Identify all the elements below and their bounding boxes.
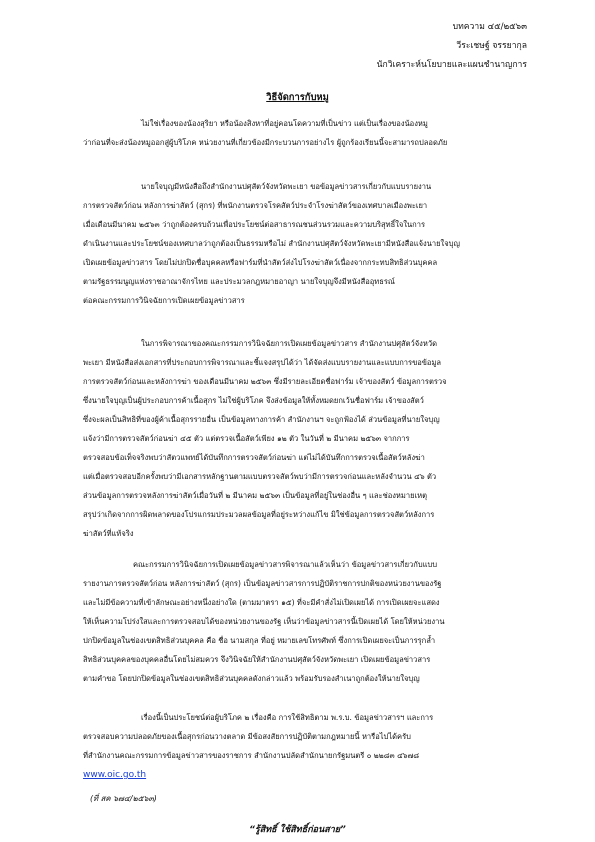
paragraph-line: สรุปว่าเกิดจากการผิดพลาดของโปรแกรมประมวลผลข้อมูลที่อยู่ระหว่างแก้ไข มิใช่ข้อมูลการตรวจสัตว์หลังการ [83,510,435,519]
paragraph-line: ส่วนข้อมูลการตรวจหลังการฆ่าสัตว์เมื่อวันที่ ๒ มีนาคม ๒๕๖๓ เป็นข้อมูลที่อยู่ในช่องอื่น ๆ และช่องหมายเหตุ [83,491,427,500]
paragraph-line: สิทธิส่วนบุคคลของบุคคลอื่นโดยไม่สมควร จึงวินิจฉัยให้สำนักงานปศุสัตว์จังหวัดพะเยา เปิดเผยข้อมูลข่าวสาร [83,655,431,664]
paragraph-line: เมื่อเดือนมีนาคม ๒๕๖๓ ว่าถูกต้องครบถ้วนเพื่อประโยชน์ต่อสาธารณชนส่วนรวมและความบริสุทธิ์ใจในการ [83,220,426,229]
paragraph-line: ตรวจสอบข้อเท็จจริงพบว่าสัตวแพทย์ได้บันทึกการตรวจสัตว์ก่อนฆ่า แต่ไม่ได้บันทึกการตรวจเนื้อสัตว์หลังฆ่า [83,453,425,462]
paragraph-line: การตรวจสัตว์ก่อนและหลังการฆ่า ของเดือนมีนาคม ๒๕๖๓ ซึ่งมีรายละเอียดชื่อฟาร์ม เจ้าของสัตว์ ข้อมูลการตรวจ [83,377,447,386]
article-number: บทความ ๔๕/๒๕๖๓ [452,22,527,32]
reference-number: (ที่ สค ๖๗๔/๒๕๖๓) [90,794,157,803]
paragraph-line: ไม่ใช่เรื่องของน้องสุริยา หรือน้องสิงหาที่อยู่คอนโดความที่เป็นข่าว แต่เป็นเรื่องของน้องหมู [141,119,428,128]
paragraph-line: ให้เห็นความโปร่งใสและการตรวจสอบได้ของหน่วยงานของรัฐ เห็นว่าข้อมูลข่าวสารนี้เปิดเผยได้ โดยให้หน่วยงาน [83,617,445,626]
document-title: วิธีจัดการกับหมู [266,92,329,103]
paragraph-line: พะเยา มีหนังสือส่งเอกสารที่ประกอบการพิจารณาและชี้แจงสรุปได้ว่า ได้จัดส่งแบบรายงานและแบบการขอข้อมูล [83,358,442,367]
author-position: นักวิเคราะห์นโยบายและแผนชำนาญการ [376,60,527,70]
paragraph-line: ตรวจสอบความปลอดภัยของเนื้อสุกรก่อนวางตลาด มีข้อสงสัยการปฏิบัติตามกฎหมายนี้ หารือไปได้ครับ [83,732,411,741]
paragraph-line: ฆ่าสัตว์ที่แท้จริง [83,529,134,538]
paragraph-2 [83,177,535,310]
paragraph-line: นายใจบุญมีหนังสือถึงสำนักงานปศุสัตว์จังหวัดพะเยา ขอข้อมูลข่าวสารเกี่ยวกับแบบรายงาน [141,182,432,191]
paragraph-line: ต่อคณะกรรมการวินิจฉัยการเปิดเผยข้อมูลข่าวสาร [83,296,245,305]
paragraph-4 [83,555,535,688]
paragraph-line: ซึ่งนายใจบุญเป็นผู้ประกอบการค้าเนื้อสุกร ไม่ใช่ผู้บริโภค จึงส่งข้อมูลให้ทั้งหมดยกเว้นชื่อฟาร์ม เจ้าของสัตว์ [83,396,424,405]
paragraph-line: การตรวจสัตว์ก่อน หลังการฆ่าสัตว์ (สุกร) ที่พนักงานตรวจโรคสัตว์ประจำโรงฆ่าสัตว์ของเทศบาลเมืองพะเยา [83,201,428,210]
paragraph-line: ว่าก่อนที่จะส่งน้องหมูออกสู่ผู้บริโภค หน่วยงานที่เกี่ยวข้องมีกระบวนการอย่างไร ผู้ถูกร้องเรียนนี้จะสามารถปลอดภัย [83,138,448,147]
paragraph-line: รายงานการตรวจสัตว์ก่อน หลังการฆ่าสัตว์ (สุกร) เป็นข้อมูลข่าวสารการปฏิบัติราชการปกติของหน่วยงานของรัฐ [83,579,442,588]
paragraph-line: เปิดเผยข้อมูลข่าวสาร โดยไม่ปกปิดชื่อบุคคลหรือฟาร์มที่นำสัตว์ส่งไปโรงฆ่าสัตว์เนื่องจากกระทบสิทธิส่วนบุคคล [83,258,438,267]
website-link[interactable]: www.oic.go.th [83,770,147,780]
paragraph-line: แต่เมื่อตรวจสอบอีกครั้งพบว่ามีเอกสารหลักฐานตามแบบตรวจสัตว์พบว่ามีการตรวจก่อนและหลังจำนวน ๔๖ ตัว [83,472,437,481]
closing-slogan: “รู้สิทธิ์ ใช้สิทธิ์ก่อนสาย” [249,825,346,835]
paragraph-line: และไม่มีข้อความที่เข้าลักษณะอย่างหนึ่งอย่างใด (ตามมาตรา ๑๕) ที่จะมีคำสั่งไม่เปิดเผยได้ การเปิดเผยจะแสดง [83,598,440,607]
paragraph-line: ซึ่งจะผลเป็นสิทธิที่ของผู้ค้าเนื้อสุกรรายอื่น เป็นข้อมูลทางการค้า สำนักงานฯ จะถูกฟ้องได้ ส่วนข้อมูลที่นายใจบุญ [83,415,440,424]
paragraph-3 [83,334,535,543]
paragraph-5 [83,708,535,765]
paragraph-line: เรื่องนี้เป็นประโยชน์ต่อผู้บริโภค ๒ เรื่องคือ การใช้สิทธิตาม พ.ร.บ. ข้อมูลข่าวสารฯ และการ [141,713,434,722]
paragraph-line: ตามรัฐธรรมนูญแห่งราชอาณาจักรไทย และประมวลกฎหมายอาญา นายใจบุญจึงมีหนังสืออุทธรณ์ [83,277,395,286]
article-header [297,18,527,75]
paragraph-line: ตามคำขอ โดยปกปิดข้อมูลในช่องเขตสิทธิส่วนบุคคลดังกล่าวแล้ว พร้อมรับรองสำเนาถูกต้องให้นายใจบุญ [83,674,420,683]
author-name: วีระเชษฐ์ จรรยากุล [456,41,527,51]
paragraph-line: ดำเนินงานและประโยชน์ของเทศบาลว่าถูกต้องเป็นธรรมหรือไม่ สำนักงานปศุสัตว์จังหวัดพะเยามีหนังสือแจ้งนายใจบุญ [83,239,460,248]
paragraph-line: แจ้งว่ามีการตรวจสัตว์ก่อนฆ่า ๔๕ ตัว แต่ตรวจเนื้อสัตว์เพียง ๑๒ ตัว ในวันที่ ๒ มีนาคม ๒๕๖๓ จากการ [83,434,410,443]
paragraph-line: ในการพิจารณาของคณะกรรมการวินิจฉัยการเปิดเผยข้อมูลข่าวสาร สำนักงานปศุสัตว์จังหวัด [141,339,437,348]
paragraph-1 [83,114,535,152]
paragraph-line: คณะกรรมการวินิจฉัยการเปิดเผยข้อมูลข่าวสารพิจารณาแล้วเห็นว่า ข้อมูลข่าวสารเกี่ยวกับแบบ [133,560,438,569]
paragraph-line: ที่สำนักงานคณะกรรมการข้อมูลข่าวสารของราชการ สำนักงานปลัดสำนักนายกรัฐมนตรี ๐ ๒๒๘๓ ๔๖๗๘ [83,751,420,760]
paragraph-line: ปกปิดข้อมูลในช่องเขตสิทธิส่วนบุคคล คือ ชื่อ นามสกุล ที่อยู่ หมายเลขโทรศัพท์ ซึ่งการเปิดเผยจะเป็นการรุกล้ำ [83,636,436,645]
